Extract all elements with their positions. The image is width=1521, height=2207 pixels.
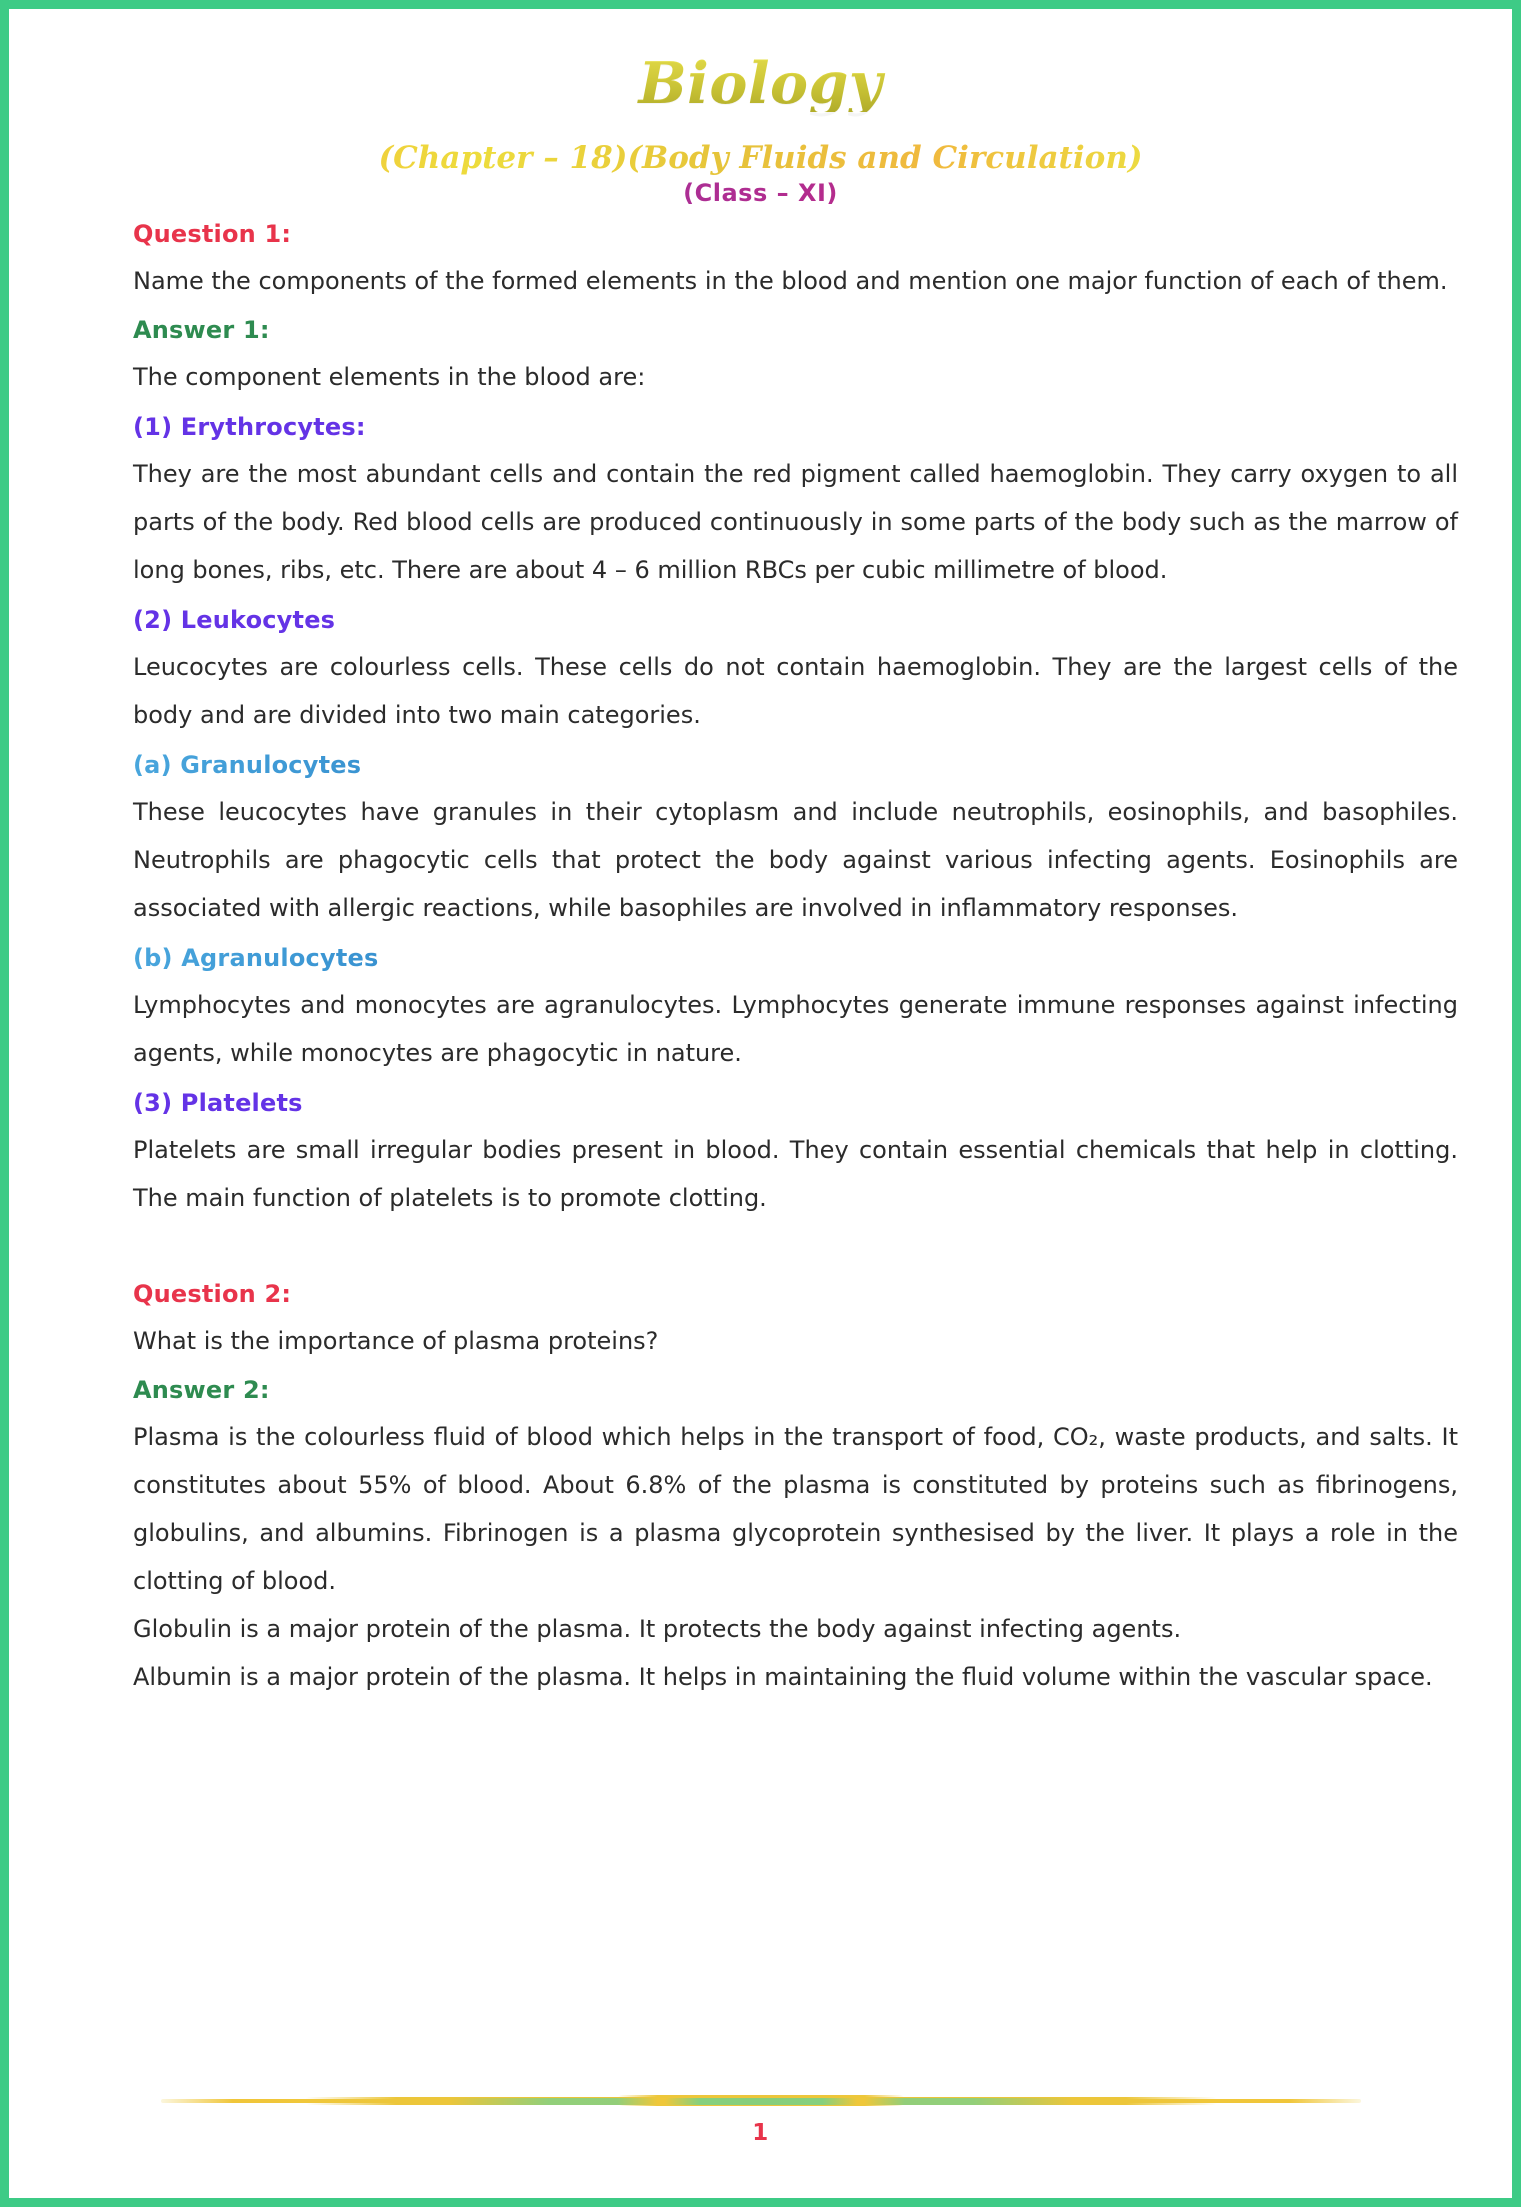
footer-decorative-rule: [161, 2092, 1361, 2110]
paragraph-agranulocytes: Lymphocytes and monocytes are agranulocytes. Lymphocytes generate immune responses against infecting agents, while monocytes are phagocytic in nature.: [133, 990, 1458, 1067]
page-title: Biology: [61, 55, 1460, 112]
page-content-area: [9, 9, 1512, 2198]
paragraph-erythrocytes: They are the most abundant cells and contain the red pigment called haemoglobin. They carry oxygen to all parts of the body. Red blood cells are produced continuously in some parts of the body such as the marrow of long bones, ribs, etc. There are about 4 – 6 million RBCs per cubic millimetre of blood.: [133, 459, 1458, 584]
answer-2-heading: Answer 2:: [133, 1375, 270, 1404]
class-subtitle: (Class – XI): [61, 181, 1460, 206]
chapter-subtitle: (Chapter – 18)(Body Fluids and Circulation): [61, 142, 1460, 175]
question-2-heading: Question 2:: [133, 1279, 292, 1308]
paragraph-plasma: Plasma is the colourless fluid of blood which helps in the transport of food, CO₂, waste products, and salts. It constitutes about 55% of blood. About 6.8% of the plasma is constituted by proteins such as fibrinogens, globulins, and albumins. Fibrinogen is a plasma glycoprotein synthesised by the liver. It plays a role in the clotting of blood.: [133, 1422, 1458, 1595]
question-1-text: Name the components of the formed elements in the blood and mention one major function of each of them.: [133, 266, 1448, 295]
subheading-granulocytes: (a) Granulocytes: [133, 751, 1458, 779]
subheading-platelets: (3) Platelets: [133, 1088, 303, 1117]
paragraph-granulocytes: These leucocytes have granules in their cytoplasm and include neutrophils, eosinophils, and basophiles. Neutrophils are phagocytic cells that protect the body against various infecting agents. Eosinophils are associated with allergic reactions, while basophiles are involved in inflammatory responses.: [133, 797, 1458, 922]
subheading-leukocytes: (2) Leukocytes: [133, 605, 336, 634]
answer-1-intro: The component elements in the blood are:: [133, 362, 646, 391]
section-spacer: [133, 1222, 1458, 1266]
question-1-heading: Question 1:: [133, 219, 292, 248]
paragraph-globulin: Globulin is a major protein of the plasma. It protects the body against infecting agents.: [133, 1614, 1182, 1643]
subheading-agranulocytes: (b) Agranulocytes: [133, 944, 1458, 972]
answer-1-heading: Answer 1:: [133, 315, 270, 344]
paragraph-platelets: Platelets are small irregular bodies present in blood. They contain essential chemicals that help in clotting. The main function of platelets is to promote clotting.: [133, 1135, 1458, 1212]
question-2-text: What is the importance of plasma proteins?: [133, 1326, 659, 1355]
paragraph-albumin: Albumin is a major protein of the plasma. It helps in maintaining the fluid volume within the vascular space.: [133, 1662, 1433, 1691]
footer-rule-layer-core: [665, 2098, 857, 2105]
qa-content: [133, 220, 1458, 1701]
page-number: 1: [752, 2120, 769, 2146]
paragraph-leukocytes: Leucocytes are colourless cells. These cells do not contain haemoglobin. They are the largest cells of the body and are divided into two main categories.: [133, 652, 1458, 729]
subheading-erythrocytes: (1) Erythrocytes:: [133, 412, 366, 441]
page-footer: [9, 2092, 1512, 2146]
